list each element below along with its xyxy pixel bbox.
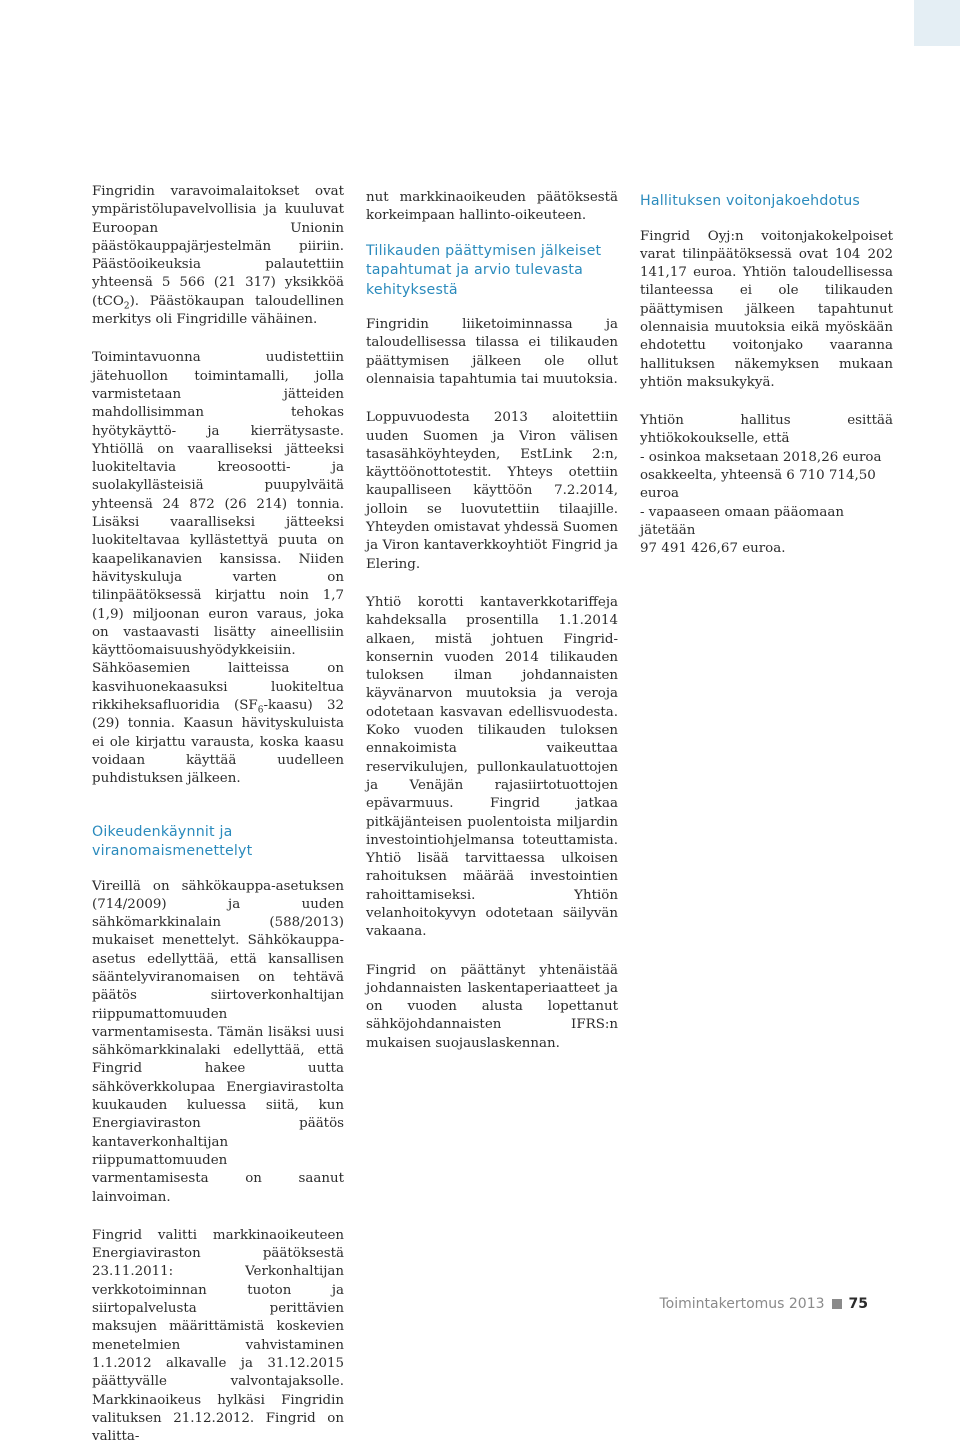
list-item-equity: - vapaaseen omaan pääomaan jätetään [640,504,844,538]
text-emissions-b: ). Päästökaupan taloudellinen merkitys oli Fingridille vähäinen. [92,293,344,328]
subscript-2: 2 [123,301,130,312]
text-emissions-a: Fingridin varavoimalaitokset ovat ympäristölupavelvollisia ja kuuluvat Euroopan Unionin päästökauppajärjestelmän piiriin. Päästöoikeuksia palautettiin yhteensä 5 566 (21 317) yksikköä (tCO [92,184,344,309]
square-icon [832,1299,842,1309]
report-title: Toimintakertomus 2013 [659,1296,825,1312]
paragraph-waste [92,349,344,788]
subscript-6: 6 [257,705,264,716]
heading-dividend: Hallituksen voitonjakoehdotus [640,193,861,209]
paragraph-appeal-cont: nut markkinaoikeuden päätöksestä korkeimpaan hallinto-oikeuteen. [366,190,618,224]
paragraph-emissions [92,183,344,329]
heading-events: Tilikauden päättymisen jälkeiset tapahtumat ja arvio tulevasta kehityksestä [366,242,602,298]
paragraph-tariffs: Yhtiö korotti kantaverkkotariffeja kahdeksalla prosentilla 1.1.2014 alkaen, mistä johtuen Fingrid-konsernin vuoden 2014 tilikauden tuloksen ilman johdannaisten käyvänarvon muutoksia ja veroja odotetaan kasvavan edellisvuodesta. Koko vuoden tilikauden tuloksen ennakoimista vaikeuttaa reservikulujen, pullonkaulatuottojen ja Venäjän rajasiirtotuottojen epävarmuus. Fingrid jatkaa pitkäjänteisen puolentoista miljardin investointiohjelmansa toteuttamista. Yhtiö lisää tarvittaessa ulkoisen rahoituksen määrää investointien rahoittamiseksi. Yhtiön velanhoitokyvyn odotetaan säilyvän vakaana. [366,594,618,940]
paragraph-ifrs: Fingrid on päättänyt yhtenäistää johdannaisten laskentaperiaatteet ja on vuoden alusta lopettanut sähköjohdannaisten IFRS:n mukaisen suojauslaskennan. [366,962,618,1051]
page-footer [660,1296,869,1312]
text-waste-a: Toimintavuonna uudistettiin jätehuollon toimintamalli, jolla varmistetaan jätteiden mahdollisimman tehokas hyötykäyttö- ja kierrätysaste. Yhtiöllä on vaaralliseksi jätteeksi luokiteltavia kreosootti- ja suolakyllästeisiä puupylväitä yhteensä 24 872 (26 214) tonnia. Lisäksi vaaralliseksi jätteeksi luokiteltavaa kyllästettyä puuta on kaapelikanavien kansissa. Niiden hävityskuluja varten on tilinpäätöksessä kirjattu noin 1,7 (1,9) miljoonan euron varaus, joka on vastaavasti lisätty aineellisiin käyttöomaisuushyödykkeisiin. Sähköasemien laitteissa on kasvihuonekaasuksi luokiteltua rikkiheksafluoridia (SF [92,350,344,714]
list-item-dividend: - osinkoa maksetaan 2018,26 euroa [640,449,882,465]
paragraph-legal: Vireillä on sähkökauppa-asetuksen (714/2009) ja uuden sähkömarkkinalain (588/2013) mukaiset menettelyt. Sähkökauppa-asetus edellyttää, että kansallisen sääntelyviranomaisen on tehtävä päätös siirtoverkonhaltijan riippumattomuuden varmentamisesta. Tämän lisäksi uusi sähkömarkkinalaki edellyttää, että Fingrid hakee uutta sähköverkkolupaa Energiavirastolta kuukauden kuluessa siitä, kun Energiaviraston päätös kantaverkonhaltijan riippumattomuuden varmentamisesta on saanut lainvoiman. [92,878,344,1205]
page-number: 75 [848,1296,868,1312]
paragraph-estlink: Loppuvuodesta 2013 aloitettiin uuden Suomen ja Viron välisen tasasähköyhteyden, EstLink 2:n, käyttöönottotestit. Yhteys otettiin kaupalliseen käyttöön 7.2.2014, jolloin se luovutettiin tilaajille. Yhteyden omistavat yhdessä Suomen ja Viron kantaverkkoyhtiöt Fingrid ja Elering. [366,410,618,572]
paragraph-distributable: Fingrid Oyj:n voitonjakokelpoiset varat tilinpäätöksessä ovat 104 202 141,17 euroa. Yhtiön taloudellisessa tilanteessa ei ole tilikauden päättymisen jälkeen tapahtunut olennaisia muutoksia eikä myöskään ehdotettu voitonjako vaaranna hallituksen näkemyksen mukaan yhtiön maksukykyä. [640,228,893,390]
column-3 [640,192,893,559]
paragraph-no-events: Fingridin liiketoiminnassa ja taloudellisessa tilassa ei tilikauden päättymisen jälkeen ole ollut olennaisia tapahtumia tai muutoksia. [366,317,618,387]
column-1 [92,183,344,1446]
paragraph-appeal: Fingrid valitti markkinaoikeuteen Energiaviraston päätöksestä 23.11.2011: Verkonhaltijan verkkotoiminnan tuoton ja siirtopalvelusta perittävien maksujen määrittämistä koskevien menetelmien vahvistaminen 1.1.2012 alkavalle ja 31.12.2015 päättyvälle valvontajaksolle. Markkinaoikeus hylkäsi Fingridin valituksen 21.12.2012. Fingrid on valitta- [92,1227,344,1445]
text-proposal: Yhtiön hallitus esittää yhtiökokoukselle, että [640,413,893,447]
paragraph-proposal [640,412,893,558]
text-waste-b: -kaasu) 32 (29) tonnia. Kaasun hävityskuluista ei ole kirjattu varausta, koska kaasu voidaan käyttää uudelleen puhdistuksen jälkeen. [92,698,344,787]
list-item-equity-cont: 97 491 426,67 euroa. [640,541,786,557]
heading-legal: Oikeudenkäynnit ja viranomaismenettelyt [92,823,253,859]
list-item-dividend-cont: osakkeelta, yhteensä 6 710 714,50 euroa [640,468,876,502]
column-2 [366,189,618,1053]
corner-tab [914,0,960,46]
